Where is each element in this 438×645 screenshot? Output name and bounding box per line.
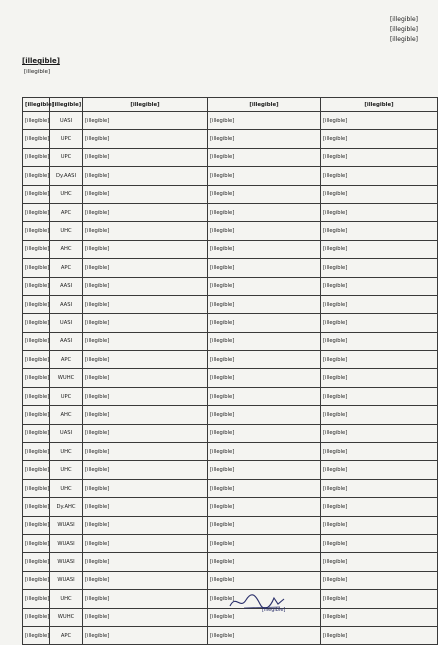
row-serial: [illegible] [23, 148, 50, 166]
table-row [23, 295, 438, 313]
row-transfer-posting: [illegible] [321, 351, 438, 369]
row-current-posting: [illegible] [208, 590, 321, 608]
row-serial: [illegible] [23, 424, 50, 442]
table-row [23, 277, 438, 295]
row-transfer-posting: [illegible] [321, 259, 438, 277]
signature-note: [illegible] [262, 607, 286, 613]
row-transfer-posting: [illegible] [321, 332, 438, 350]
handwritten-signature [226, 590, 296, 612]
row-transfer-posting: [illegible] [321, 203, 438, 221]
row-transfer-posting: [illegible] [321, 240, 438, 258]
row-serial: [illegible] [23, 203, 50, 221]
row-rank: AHC [50, 240, 83, 258]
row-name: [illegible] [83, 626, 208, 644]
order-title: [illegible] [22, 57, 60, 65]
row-name: [illegible] [83, 203, 208, 221]
row-transfer-posting: [illegible] [321, 498, 438, 516]
row-current-posting: [illegible] [208, 369, 321, 387]
row-rank: APC [50, 203, 83, 221]
row-current-posting: [illegible] [208, 608, 321, 626]
row-rank: UPC [50, 130, 83, 148]
place-and-date: [illegible] [389, 36, 418, 43]
col-header-name: [illegible] [83, 98, 208, 112]
row-current-posting: [illegible] [208, 240, 321, 258]
row-serial: [illegible] [23, 516, 50, 534]
row-rank: UASI [50, 314, 83, 332]
table-row [23, 534, 438, 552]
row-rank: AASI [50, 295, 83, 313]
row-serial: [illegible] [23, 590, 50, 608]
row-serial: [illegible] [23, 167, 50, 185]
row-current-posting: [illegible] [208, 406, 321, 424]
row-rank: WUASI [50, 553, 83, 571]
table-row [23, 516, 438, 534]
order-paragraph: [illegible] [24, 69, 51, 75]
row-current-posting: [illegible] [208, 112, 321, 130]
row-current-posting: [illegible] [208, 498, 321, 516]
table-row [23, 424, 438, 442]
row-transfer-posting: [illegible] [321, 295, 438, 313]
row-serial: [illegible] [23, 608, 50, 626]
col-header-serial: [illegible] [23, 98, 50, 112]
row-transfer-posting: [illegible] [321, 314, 438, 332]
row-transfer-posting: [illegible] [321, 461, 438, 479]
row-name: [illegible] [83, 351, 208, 369]
row-rank: UPC [50, 148, 83, 166]
table-row [23, 332, 438, 350]
row-name: [illegible] [83, 498, 208, 516]
row-name: [illegible] [83, 314, 208, 332]
row-rank: AHC [50, 406, 83, 424]
row-serial: [illegible] [23, 626, 50, 644]
row-current-posting: [illegible] [208, 351, 321, 369]
row-name: [illegible] [83, 590, 208, 608]
row-current-posting: [illegible] [208, 277, 321, 295]
row-current-posting: [illegible] [208, 516, 321, 534]
row-name: [illegible] [83, 222, 208, 240]
table-body [23, 112, 438, 645]
row-name: [illegible] [83, 332, 208, 350]
table-row [23, 443, 438, 461]
row-name: [illegible] [83, 240, 208, 258]
row-name: [illegible] [83, 461, 208, 479]
table-row [23, 259, 438, 277]
row-serial: [illegible] [23, 240, 50, 258]
table-row [23, 314, 438, 332]
row-serial: [illegible] [23, 130, 50, 148]
table-header-row [23, 98, 438, 112]
row-serial: [illegible] [23, 112, 50, 130]
row-name: [illegible] [83, 259, 208, 277]
row-serial: [illegible] [23, 553, 50, 571]
row-name: [illegible] [83, 571, 208, 589]
row-name: [illegible] [83, 148, 208, 166]
row-serial: [illegible] [23, 387, 50, 405]
row-current-posting: [illegible] [208, 553, 321, 571]
row-transfer-posting: [illegible] [321, 479, 438, 497]
row-name: [illegible] [83, 406, 208, 424]
row-name: [illegible] [83, 534, 208, 552]
table-row [23, 498, 438, 516]
row-transfer-posting: [illegible] [321, 608, 438, 626]
row-current-posting: [illegible] [208, 424, 321, 442]
row-rank: APC [50, 626, 83, 644]
row-current-posting: [illegible] [208, 148, 321, 166]
col-header-transfer-posting: [illegible] [321, 98, 438, 112]
row-transfer-posting: [illegible] [321, 277, 438, 295]
table-row [23, 479, 438, 497]
table-row [23, 203, 438, 221]
row-transfer-posting: [illegible] [321, 516, 438, 534]
row-transfer-posting: [illegible] [321, 167, 438, 185]
table-row [23, 571, 438, 589]
row-name: [illegible] [83, 295, 208, 313]
row-current-posting: [illegible] [208, 626, 321, 644]
row-serial: [illegible] [23, 369, 50, 387]
row-name: [illegible] [83, 277, 208, 295]
row-current-posting: [illegible] [208, 461, 321, 479]
table-row [23, 185, 438, 203]
row-serial: [illegible] [23, 534, 50, 552]
row-serial: [illegible] [23, 259, 50, 277]
row-current-posting: [illegible] [208, 314, 321, 332]
reference-number: [illegible] [389, 16, 418, 23]
row-rank: UHC [50, 222, 83, 240]
row-name: [illegible] [83, 130, 208, 148]
row-transfer-posting: [illegible] [321, 571, 438, 589]
row-transfer-posting: [illegible] [321, 387, 438, 405]
table-row [23, 406, 438, 424]
row-rank: UASI [50, 112, 83, 130]
row-transfer-posting: [illegible] [321, 369, 438, 387]
row-name: [illegible] [83, 185, 208, 203]
row-current-posting: [illegible] [208, 203, 321, 221]
table-row [23, 351, 438, 369]
row-current-posting: [illegible] [208, 130, 321, 148]
row-rank: WUASI [50, 516, 83, 534]
row-transfer-posting: [illegible] [321, 112, 438, 130]
row-serial: [illegible] [23, 406, 50, 424]
row-rank: APC [50, 259, 83, 277]
transfer-table [22, 97, 438, 645]
table-row [23, 240, 438, 258]
row-serial: [illegible] [23, 461, 50, 479]
row-current-posting: [illegible] [208, 332, 321, 350]
row-rank: UASI [50, 424, 83, 442]
row-current-posting: [illegible] [208, 571, 321, 589]
table-row [23, 112, 438, 130]
row-serial: [illegible] [23, 222, 50, 240]
row-serial: [illegible] [23, 351, 50, 369]
row-rank: UHC [50, 461, 83, 479]
row-serial: [illegible] [23, 443, 50, 461]
issuing-office: [illegible] [389, 26, 418, 33]
row-transfer-posting: [illegible] [321, 553, 438, 571]
row-current-posting: [illegible] [208, 295, 321, 313]
table-row [23, 222, 438, 240]
row-transfer-posting: [illegible] [321, 626, 438, 644]
row-transfer-posting: [illegible] [321, 443, 438, 461]
row-name: [illegible] [83, 479, 208, 497]
row-current-posting: [illegible] [208, 185, 321, 203]
table-row [23, 461, 438, 479]
row-name: [illegible] [83, 608, 208, 626]
row-transfer-posting: [illegible] [321, 424, 438, 442]
row-name: [illegible] [83, 443, 208, 461]
table-row [23, 167, 438, 185]
row-name: [illegible] [83, 424, 208, 442]
row-rank: UHC [50, 443, 83, 461]
row-rank: UPC [50, 387, 83, 405]
row-transfer-posting: [illegible] [321, 148, 438, 166]
row-serial: [illegible] [23, 314, 50, 332]
row-rank: UHC [50, 590, 83, 608]
table-row [23, 130, 438, 148]
row-rank: AASI [50, 277, 83, 295]
row-transfer-posting: [illegible] [321, 185, 438, 203]
row-rank: Dy.AASI [50, 167, 83, 185]
row-current-posting: [illegible] [208, 387, 321, 405]
table-row [23, 148, 438, 166]
row-rank: UHC [50, 479, 83, 497]
row-name: [illegible] [83, 553, 208, 571]
row-transfer-posting: [illegible] [321, 222, 438, 240]
row-serial: [illegible] [23, 295, 50, 313]
row-serial: [illegible] [23, 571, 50, 589]
col-header-current-posting: [illegible] [208, 98, 321, 112]
row-rank: WUASI [50, 534, 83, 552]
row-name: [illegible] [83, 369, 208, 387]
row-rank: WUHC [50, 608, 83, 626]
row-transfer-posting: [illegible] [321, 534, 438, 552]
row-rank: AASI [50, 332, 83, 350]
col-header-rank: [illegible] [50, 98, 83, 112]
row-transfer-posting: [illegible] [321, 590, 438, 608]
row-name: [illegible] [83, 516, 208, 534]
row-rank: WUASI [50, 571, 83, 589]
row-serial: [illegible] [23, 332, 50, 350]
row-rank: WUHC [50, 369, 83, 387]
row-serial: [illegible] [23, 479, 50, 497]
row-current-posting: [illegible] [208, 479, 321, 497]
row-serial: [illegible] [23, 185, 50, 203]
row-current-posting: [illegible] [208, 259, 321, 277]
row-rank: APC [50, 351, 83, 369]
row-current-posting: [illegible] [208, 167, 321, 185]
row-current-posting: [illegible] [208, 534, 321, 552]
row-transfer-posting: [illegible] [321, 130, 438, 148]
table-row [23, 369, 438, 387]
row-rank: UHC [50, 185, 83, 203]
row-name: [illegible] [83, 167, 208, 185]
row-name: [illegible] [83, 387, 208, 405]
row-current-posting: [illegible] [208, 222, 321, 240]
row-transfer-posting: [illegible] [321, 406, 438, 424]
table-row [23, 626, 438, 644]
row-current-posting: [illegible] [208, 443, 321, 461]
row-serial: [illegible] [23, 277, 50, 295]
table-row [23, 387, 438, 405]
row-rank: Dy.AHC [50, 498, 83, 516]
table-row [23, 553, 438, 571]
row-serial: [illegible] [23, 498, 50, 516]
row-name: [illegible] [83, 112, 208, 130]
